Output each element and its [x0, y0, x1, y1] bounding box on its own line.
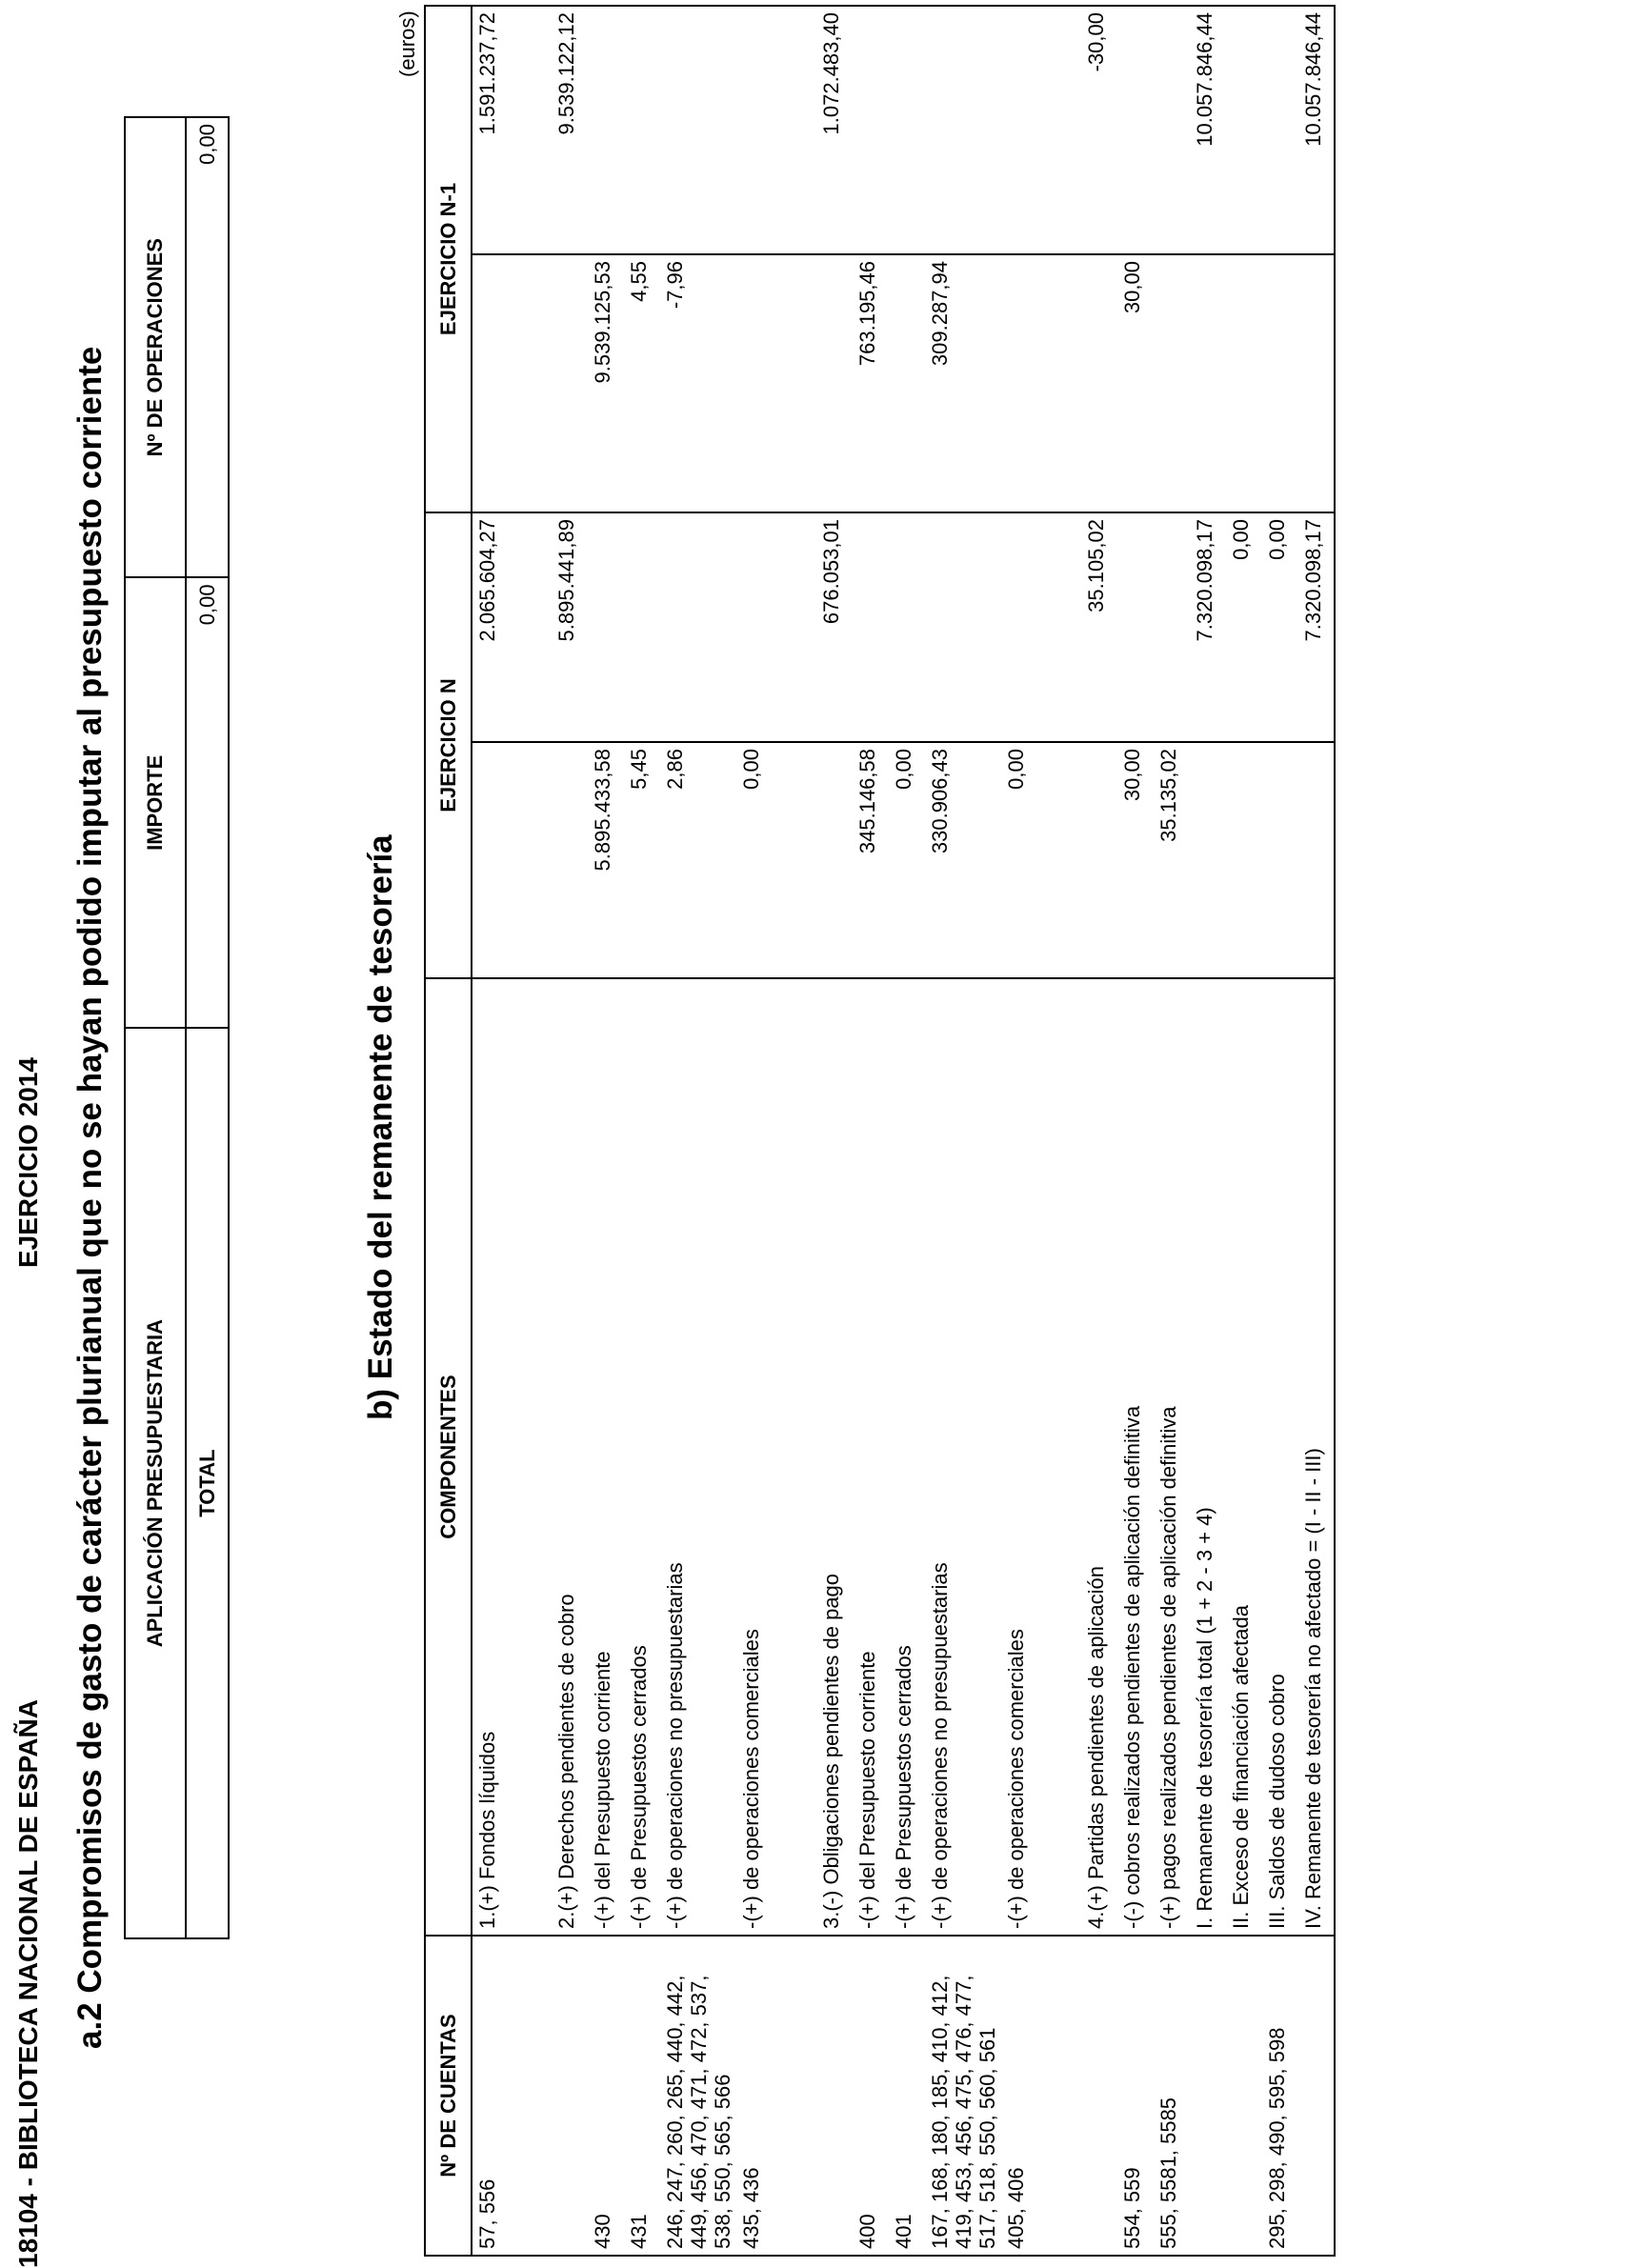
- cell-componente: II. Exceso de financiación afectada: [1226, 978, 1262, 1936]
- table-row: [624, 6, 660, 2256]
- entity-name: 18104 - BIBLIOTECA NACIONAL DE ESPAÑA: [13, 1699, 43, 2268]
- cell-n1-detail: [1298, 254, 1335, 512]
- cell-n-detail: 30,00: [1117, 742, 1154, 978]
- table-row: [1298, 6, 1335, 2256]
- cell-n1-total: [736, 6, 776, 254]
- cell-cuentas: 431: [624, 1936, 660, 2256]
- col-importe: IMPORTE: [125, 577, 186, 1028]
- cell-componente: 3.(-) Obligaciones pendientes de pago: [816, 978, 853, 1936]
- cell-n-total: [1154, 512, 1190, 742]
- cell-n-detail: [816, 742, 853, 978]
- col-ejercicio-n: EJERCICIO N: [425, 512, 472, 978]
- cell-n1-total: [853, 6, 889, 254]
- cell-n1-detail: [889, 254, 925, 512]
- commitments-table: [124, 116, 230, 1939]
- cell-n1-total: [925, 6, 1001, 254]
- table-row: [1154, 6, 1190, 2256]
- cell-componente: -(+) de Presupuestos cerrados: [624, 978, 660, 1936]
- col-ejercicio-n1: EJERCICIO N-1: [425, 6, 472, 512]
- cell-n1-total: [1001, 6, 1041, 254]
- units-label: (euros): [395, 10, 419, 77]
- table-row: [660, 6, 736, 2256]
- cell-n-detail: 0,00: [889, 742, 925, 978]
- cell-componente: -(+) pagos realizados pendientes de aplicación definitiva: [1154, 978, 1190, 1936]
- cell-n1-total: -30,00: [1081, 6, 1117, 254]
- cell-n-detail: [1226, 742, 1262, 978]
- cell-n-detail: 5.895.433,58: [588, 742, 624, 978]
- cell-cuentas: [512, 1936, 552, 2256]
- cell-n1-total: [776, 6, 816, 254]
- cell-componente: 4.(+) Partidas pendientes de aplicación: [1081, 978, 1117, 1936]
- cell-cuentas: 57, 556: [472, 1936, 512, 2256]
- cell-cuentas: [1226, 1936, 1262, 2256]
- cell-n-total: [512, 512, 552, 742]
- cell-componente: III. Saldos de dudoso cobro: [1262, 978, 1298, 1936]
- cell-n-detail: 330.906,43: [925, 742, 1001, 978]
- total-operaciones: 0,00: [186, 117, 229, 577]
- cell-cuentas: [1041, 1936, 1081, 2256]
- cell-n-detail: [1262, 742, 1298, 978]
- cell-n-total: [776, 512, 816, 742]
- total-importe: 0,00: [186, 577, 229, 1028]
- cell-componente: -(+) de Presupuestos cerrados: [889, 978, 925, 1936]
- col-operaciones: Nº DE OPERACIONES: [125, 117, 186, 577]
- cell-n1-total: 1.072.483,40: [816, 6, 853, 254]
- cell-n1-detail: [776, 254, 816, 512]
- cell-n1-detail: [1081, 254, 1117, 512]
- cell-cuentas: 430: [588, 1936, 624, 2256]
- total-label: TOTAL: [186, 1028, 229, 1938]
- cell-n-total: 0,00: [1262, 512, 1298, 742]
- cell-n-detail: 0,00: [1001, 742, 1041, 978]
- cell-n-detail: [1081, 742, 1117, 978]
- col-aplicacion: APLICACIÓN PRESUPUESTARIA: [125, 1028, 186, 1938]
- cell-componente: -(+) de operaciones comerciales: [736, 978, 776, 1936]
- cell-n1-total: [624, 6, 660, 254]
- cell-n-total: 7.320.098,17: [1298, 512, 1335, 742]
- col-cuentas: Nº DE CUENTAS: [425, 1936, 472, 2256]
- cell-componente: -(-) cobros realizados pendientes de aplicación definitiva: [1117, 978, 1154, 1936]
- cell-n-detail: 2,86: [660, 742, 736, 978]
- cell-cuentas: 167, 168, 180, 185, 410, 412, 419, 453, 456, 475, 476, 477, 517, 518, 550, 560, 561: [925, 1936, 1001, 2256]
- fiscal-year: EJERCICIO 2014: [13, 1057, 43, 1268]
- cell-n-total: [1001, 512, 1041, 742]
- cell-cuentas: 555, 5581, 5585: [1154, 1936, 1190, 2256]
- cell-n1-detail: [1154, 254, 1190, 512]
- cell-n-total: [925, 512, 1001, 742]
- cell-cuentas: [776, 1936, 816, 2256]
- cell-componente: -(+) del Presupuesto corriente: [588, 978, 624, 1936]
- cell-cuentas: 246, 247, 260, 265, 440, 442, 449, 456, 470, 471, 472, 537, 538, 550, 565, 566: [660, 1936, 736, 2256]
- cell-n1-total: [1117, 6, 1154, 254]
- cell-n1-total: [889, 6, 925, 254]
- cell-n1-detail: [1041, 254, 1081, 512]
- cell-cuentas: 554, 559: [1117, 1936, 1154, 2256]
- cell-n1-detail: [816, 254, 853, 512]
- cell-componente: -(+) del Presupuesto corriente: [853, 978, 889, 1936]
- col-componentes: COMPONENTES: [425, 978, 472, 1936]
- cell-cuentas: 435, 436: [736, 1936, 776, 2256]
- table-row: [1226, 6, 1262, 2256]
- cell-n1-detail: 763.195,46: [853, 254, 889, 512]
- cell-componente: I. Remanente de tesorería total (1 + 2 - 3 + 4): [1190, 978, 1226, 1936]
- cell-n-total: [1117, 512, 1154, 742]
- cell-n1-total: [1226, 6, 1262, 254]
- cell-n-total: [624, 512, 660, 742]
- table-row: [925, 6, 1001, 2256]
- section-a2-title: a.2 Compromisos de gasto de carácter plurianual que no se hayan podido imputar al presupuesto corriente: [71, 346, 109, 2049]
- cell-n-total: [736, 512, 776, 742]
- cell-n-total: [889, 512, 925, 742]
- cell-cuentas: [552, 1936, 588, 2256]
- cell-n-total: 35.105,02: [1081, 512, 1117, 742]
- cell-n1-detail: [1262, 254, 1298, 512]
- cell-n1-detail: [512, 254, 552, 512]
- cell-componente: [776, 978, 816, 1936]
- table-row: [472, 6, 512, 2256]
- cell-componente: -(+) de operaciones comerciales: [1001, 978, 1041, 1936]
- cell-componente: IV. Remanente de tesorería no afectado = (I - II - III): [1298, 978, 1335, 1936]
- cell-cuentas: 401: [889, 1936, 925, 2256]
- cell-n-total: 676.053,01: [816, 512, 853, 742]
- cell-n1-total: 10.057.846,44: [1298, 6, 1335, 254]
- cell-componente: -(+) de operaciones no presupuestarias: [925, 978, 1001, 1936]
- cell-cuentas: 295, 298, 490, 595, 598: [1262, 1936, 1298, 2256]
- cell-componente: -(+) de operaciones no presupuestarias: [660, 978, 736, 1936]
- cell-n-total: 2.065.604,27: [472, 512, 512, 742]
- cell-componente: [512, 978, 552, 1936]
- cell-cuentas: [1190, 1936, 1226, 2256]
- table-row: [552, 6, 588, 2256]
- cell-n1-detail: 30,00: [1117, 254, 1154, 512]
- cell-n-total: [853, 512, 889, 742]
- cell-n-detail: [472, 742, 512, 978]
- cell-n-total: 7.320.098,17: [1190, 512, 1226, 742]
- cell-n-total: [1041, 512, 1081, 742]
- table-row: [776, 6, 816, 2256]
- cell-n-detail: [1190, 742, 1226, 978]
- cell-n1-detail: [1226, 254, 1262, 512]
- cell-n-detail: [776, 742, 816, 978]
- cell-n1-detail: 309.287,94: [925, 254, 1001, 512]
- table-row: [1190, 6, 1226, 2256]
- cell-cuentas: 400: [853, 1936, 889, 2256]
- table-row: [1081, 6, 1117, 2256]
- cell-cuentas: [1298, 1936, 1335, 2256]
- cell-n1-total: 10.057.846,44: [1190, 6, 1226, 254]
- table-row: [853, 6, 889, 2256]
- cell-n-total: [660, 512, 736, 742]
- table-row: [1117, 6, 1154, 2256]
- cell-n-total: 5.895.441,89: [552, 512, 588, 742]
- cell-n1-detail: [1190, 254, 1226, 512]
- cell-n1-detail: [472, 254, 512, 512]
- cell-n1-total: [1041, 6, 1081, 254]
- cell-n1-total: [1262, 6, 1298, 254]
- cell-n1-total: [588, 6, 624, 254]
- cell-componente: 1.(+) Fondos líquidos: [472, 978, 512, 1936]
- section-b-title: b) Estado del remanente de tesorería: [362, 834, 399, 1420]
- cell-n1-detail: 4,55: [624, 254, 660, 512]
- cell-n1-total: [660, 6, 736, 254]
- table-row: [816, 6, 853, 2256]
- cell-componente: 2.(+) Derechos pendientes de cobro: [552, 978, 588, 1936]
- cell-cuentas: [816, 1936, 853, 2256]
- treasury-remainder-table: [424, 5, 1336, 2257]
- cell-cuentas: 405, 406: [1001, 1936, 1041, 2256]
- cell-n1-total: 1.591.237,72: [472, 6, 512, 254]
- table-row: [512, 6, 552, 2256]
- table-row: [736, 6, 776, 2256]
- cell-n-detail: 5,45: [624, 742, 660, 978]
- cell-n1-total: 9.539.122,12: [552, 6, 588, 254]
- cell-n1-detail: [1001, 254, 1041, 512]
- cell-n-total: [588, 512, 624, 742]
- table-row: [1262, 6, 1298, 2256]
- table-row: [588, 6, 624, 2256]
- table-row: [1001, 6, 1041, 2256]
- cell-componente: [1041, 978, 1081, 1936]
- cell-n-detail: 345.146,58: [853, 742, 889, 978]
- cell-n1-total: [512, 6, 552, 254]
- cell-n-detail: 35.135,02: [1154, 742, 1190, 978]
- cell-n-detail: [1041, 742, 1081, 978]
- cell-n1-detail: 9.539.125,53: [588, 254, 624, 512]
- cell-n-detail: 0,00: [736, 742, 776, 978]
- cell-n-detail: [1298, 742, 1335, 978]
- cell-n-detail: [512, 742, 552, 978]
- table-row: [1041, 6, 1081, 2256]
- cell-n-detail: [552, 742, 588, 978]
- cell-n1-detail: [736, 254, 776, 512]
- cell-cuentas: [1081, 1936, 1117, 2256]
- cell-n1-detail: [552, 254, 588, 512]
- cell-n1-total: [1154, 6, 1190, 254]
- table-row: [889, 6, 925, 2256]
- cell-n1-detail: -7,96: [660, 254, 736, 512]
- cell-n-total: 0,00: [1226, 512, 1262, 742]
